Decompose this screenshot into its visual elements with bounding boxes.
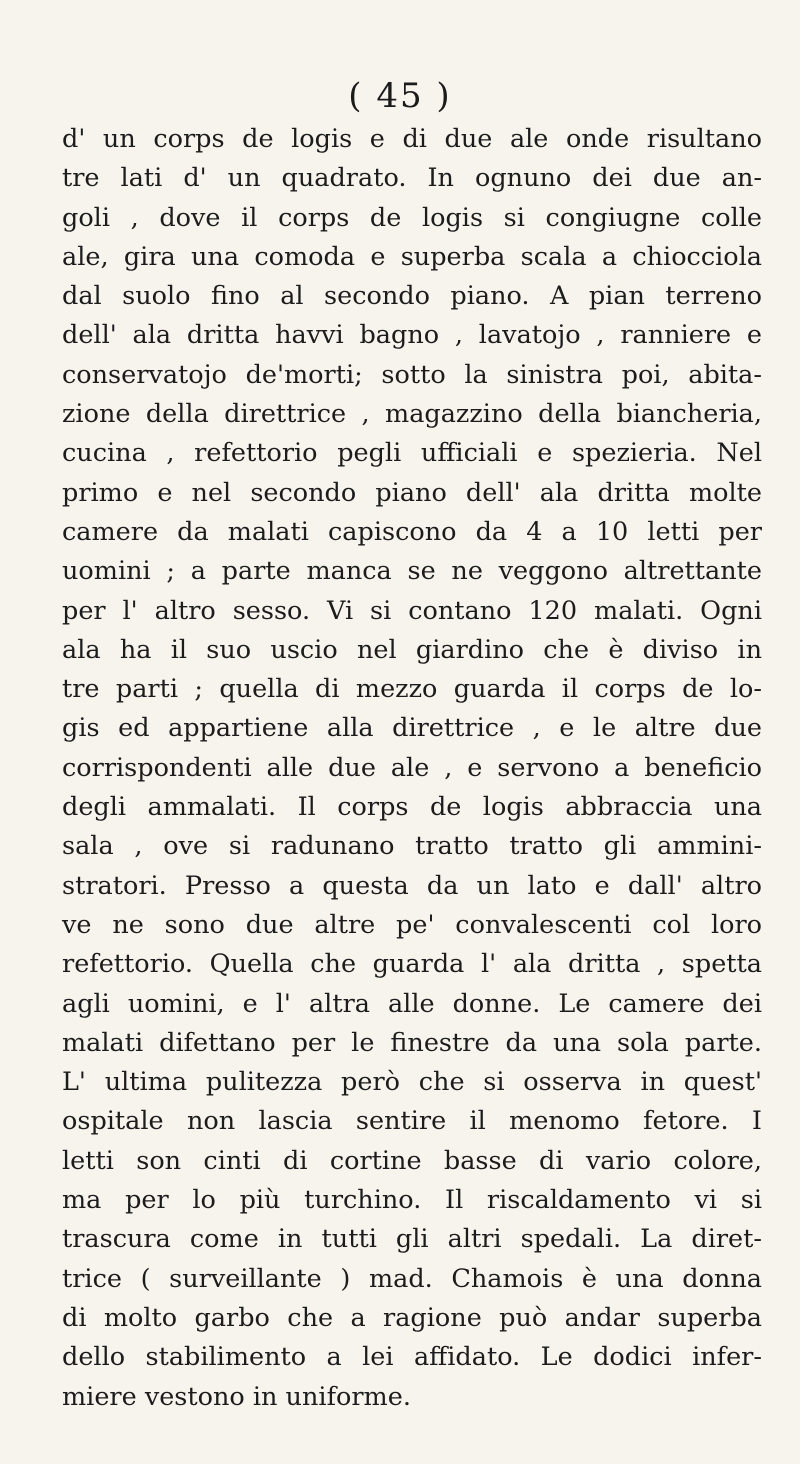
page-number: ( 45 ) — [348, 76, 452, 116]
text-line: camere da malati capiscono da 4 a 10 letti per — [62, 516, 762, 547]
text-line: malati difettano per le finestre da una sola parte. — [62, 1027, 762, 1058]
text-line: stratori. Presso a questa da un lato e dall' altro — [62, 870, 762, 901]
text-line: tre parti ; quella di mezzo guarda il corps de lo- — [62, 674, 762, 705]
text-line: ospitale non lascia sentire il menomo fetore. I — [62, 1106, 762, 1137]
text-line: ala ha il suo uscio nel giardino che è diviso in — [62, 634, 762, 665]
text-line: per l' altro sesso. Vi si contano 120 malati. Ogni — [62, 595, 762, 626]
text-line: uomini ; a parte manca se ne veggono altrettante — [62, 556, 762, 587]
text-line: trice ( surveillante ) mad. Chamois è una donna — [62, 1263, 762, 1294]
text-line: dell' ala dritta havvi bagno , lavatojo , ranniere e — [62, 320, 762, 351]
text-line: sala , ove si radunano tratto tratto gli ammini- — [62, 831, 762, 862]
text-line: primo e nel secondo piano dell' ala dritta molte — [62, 477, 762, 508]
text-line: letti son cinti di cortine basse di vario colore, — [62, 1145, 762, 1176]
text-line: ma per lo più turchino. Il riscaldamento vi si — [62, 1185, 762, 1216]
text-line: refettorio. Quella che guarda l' ala dritta , spetta — [62, 949, 762, 980]
text-line: dal suolo fino al secondo piano. A pian terreno — [62, 281, 762, 312]
text-line: cucina , refettorio pegli ufficiali e spezieria. Nel — [62, 438, 762, 469]
text-line: ale, gira una comoda e superba scala a chiocciola — [62, 241, 762, 272]
text-line: conservatojo de'morti; sotto la sinistra poi, abita- — [62, 359, 762, 390]
text-line: gis ed appartiene alla direttrice , e le altre due — [62, 713, 762, 744]
text-line: d' un corps de logis e di due ale onde risultano — [62, 124, 762, 154]
text-line: miere vestono in uniforme. — [62, 1381, 411, 1412]
text-line: trascura come in tutti gli altri spedali. La diret- — [62, 1224, 762, 1255]
text-line: ve ne sono due altre pe' convalescenti col loro — [62, 909, 762, 940]
text-line: dello stabilimento a lei affidato. Le dodici infer- — [62, 1342, 762, 1373]
text-line: di molto garbo che a ragione può andar superba — [62, 1302, 762, 1333]
text-line: goli , dove il corps de logis si congiugne colle — [62, 202, 762, 233]
text-line: tre lati d' un quadrato. In ognuno dei due an- — [62, 163, 762, 194]
text-line: degli ammalati. Il corps de logis abbraccia una — [62, 792, 762, 823]
text-line: agli uomini, e l' altra alle donne. Le camere dei — [62, 988, 762, 1019]
text-line: zione della direttrice , magazzino della biancheria, — [62, 399, 762, 430]
text-line: corrispondenti alle due ale , e servono a beneficio — [62, 752, 762, 783]
body-text — [62, 120, 762, 1417]
text-line: L' ultima pulitezza però che si osserva in quest' — [62, 1067, 762, 1098]
